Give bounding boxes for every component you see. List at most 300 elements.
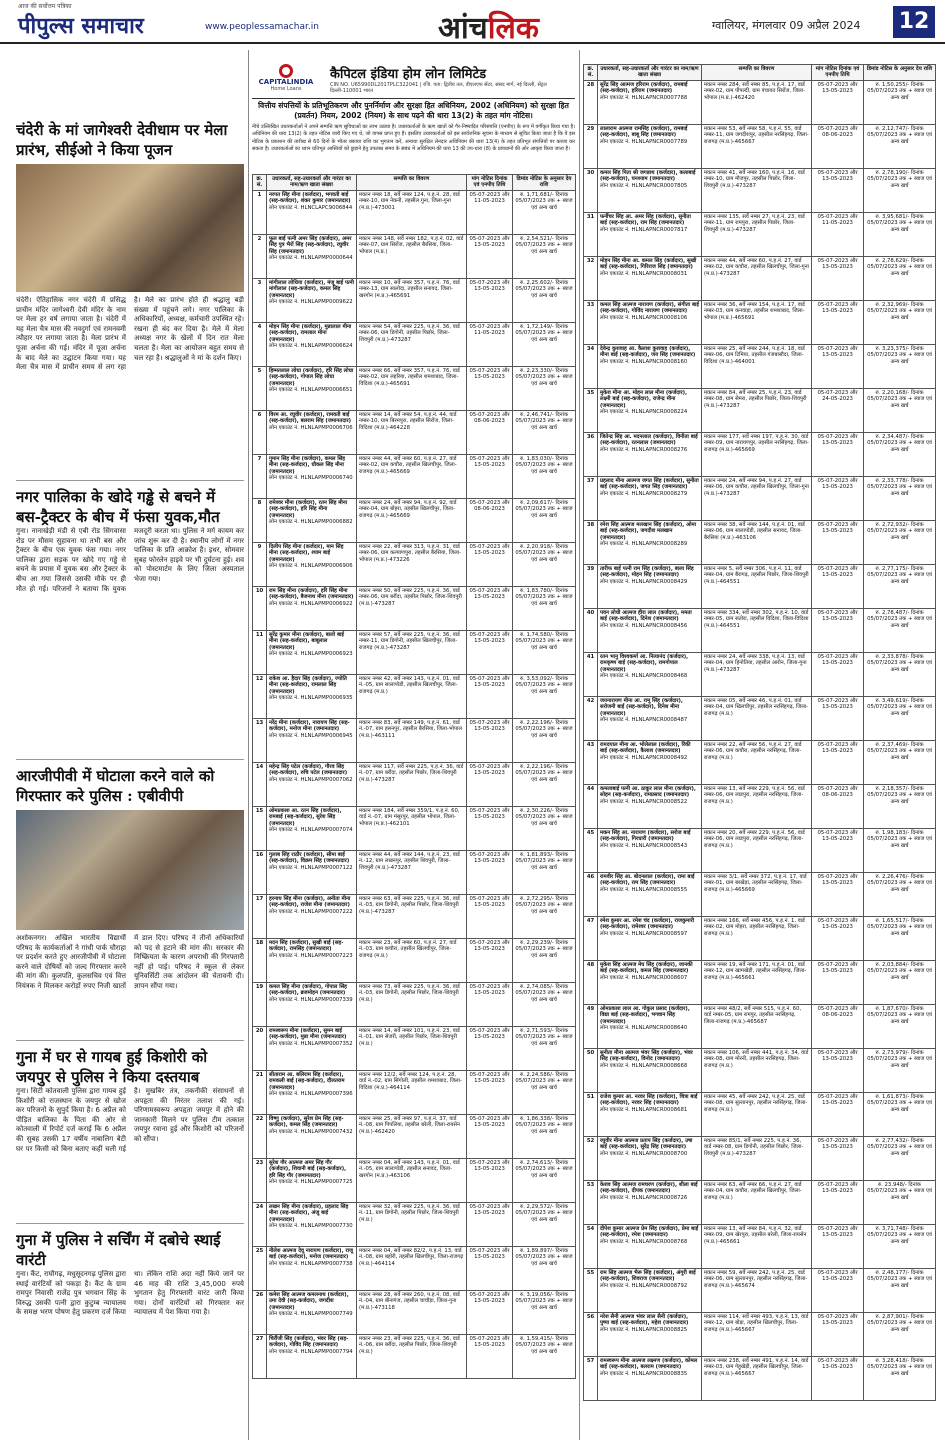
- property-cell: मकान नम्बर 36, सर्वे नम्बर 154, प.ह.नं. 17, वार्ड नम्बर-03, ग्राम कनवाड़ा, तहसील शमशाबाद, जिला-भोपाल (म.प्र.)-465691: [702, 300, 812, 344]
- col-header-no: क्र. सं.: [584, 65, 598, 81]
- property-cell: मकान नम्बर 32, सर्वे नम्बर 225, प.ह.नं. 36, वार्ड नं.-11, ग्राम डिगोनी, तहसील पिछोर, जिला-शिवपुरी (म.प्र.): [357, 1202, 467, 1246]
- notice-title: कैपिटल इंडिया होम लोन लिमिटेड: [330, 67, 487, 82]
- row-number: 54: [584, 1224, 598, 1268]
- property-cell: मकान नम्बर 23, सर्वे नम्बर 60, प.ह.नं. 27, वार्ड नं.-03, ग्राम कचौरा, तहसील खिलचीपुर, जिला-राजगढ़ (म.प्र.): [357, 938, 467, 982]
- notice-date-cell: 05-07-2023 और 13-05-2023: [467, 1246, 513, 1290]
- row-number: 40: [584, 608, 598, 652]
- row-number: 29: [584, 124, 598, 168]
- row-number: 36: [584, 432, 598, 476]
- amount-cell: रु. 2,77,175/- दिनांक 05/07/2023 तक + ब्याज एवं अन्य खर्च: [864, 564, 936, 608]
- notice-date-cell: 05-07-2023 और 13-05-2023: [812, 256, 864, 300]
- borrower-name: तारीफ बाई पत्नी राम सिंह (कर्जदार), बाला सिंह (सह-कर्जदार), मोहन सिंह (जमानतदार): [600, 565, 694, 579]
- property-cell: मकान नम्बर 117, सर्वे नम्बर 225, प.ह.नं. 36, वार्ड नं.-07, ग्राम बरौंदा, तहसील पिछोर, जिला-शिवपुरी (म.प्र.)-473287: [357, 762, 467, 806]
- property-cell: मकान नम्बर 334, सर्वे नम्बर 302, प.ह.नं. 10, वार्ड नम्बर-05, ग्राम सतोरा, तहसील विदिशा, जिला-विदिशा (म.प्र.)-464551: [702, 608, 812, 652]
- borrower-name: रघुवीर मीना आत्मज प्रताप सिंह (कर्जदार), उषा बाई (सह-कर्जदार), सुरेंद्र सिंह (जमानतदार): [600, 1137, 693, 1151]
- borrower-name: राम सिंह आत्मज भैरू सिंह (कर्जदार), अंगूरी बाई (सह-कर्जदार), शिवराज (जमानतदार): [600, 1269, 696, 1283]
- loan-account: लोन एकाउंट नं. HLNLAPMP0007352: [269, 1040, 353, 1047]
- property-cell: मकान नम्बर 84, सर्वे नम्बर 25, प.ह.नं. 23, वार्ड नम्बर-08, ग्राम सेमरा, तहसील पिछोर, जिला-शिवपुरी (म.प्र.)-473287: [702, 388, 812, 432]
- property-cell: मकान नम्बर 24, सर्वे नम्बर 338, प.ह.नं. 13, वार्ड नम्बर-04, ग्राम हिनोतिया, तहसील आरोन, जिला-गुना (म.प्र.)-473287: [702, 652, 812, 696]
- borrower-cell: [598, 1180, 702, 1224]
- borrower-cell: [598, 652, 702, 696]
- notice-date-cell: 05-07-2023 और 13-05-2023: [467, 762, 513, 806]
- row-number: 5: [253, 366, 267, 410]
- loan-account: लोन एकाउंट नं. HLNLAPMP0007725: [269, 1179, 353, 1186]
- story-body: चंदेरी। ऐतिहासिक नगर चंदेरी में प्रसिद्ध प्राचीन मंदिर जागेश्वरी देवी मंदिर के नाम पर मेला हर वर्ष लगाया जाता है। चंदेरी में यह मेला चैत्र मास की नवदुर्गा एवं रामनवमी त्यौहार पर लगाया जाता है। मेला प्रारंभ में पूजा अर्चना की गई। मंदिर में पूजा अर्चना के बाद मेले का उद्घाटन किया गया। यह मेला चैत्र मास में प्राचीन समय से लग रहा है। मेले का प्रारंभ होते ही श्रद्धालु बड़ी संख्या में पहुंचने लगे। नगर पालिका के अधिकारियों, अध्यक्ष, कर्मचारी उपस्थित रहे। रखना ही बंद कर दिया है। मेले में मेला अध्यक्ष नगर के खेलों में दिन रात मेला चलता है। मेला का आयोजन बहुत समय से चल रहा है। श्रद्धालुओं ने मां के दर्शन किए।: [16, 296, 244, 372]
- borrower-cell: [598, 344, 702, 388]
- borrower-name: जितेन्द्र सिंह आ. मदनलाल (कर्जदार), विनीता बाई (सह-कर्जदार), रतनलाल (जमानतदार): [600, 433, 698, 447]
- loan-account: लोन एकाउंट नं. HLNLAPMP0007074: [269, 827, 353, 834]
- col-header-property: सम्पत्ति का विवरण: [357, 175, 467, 191]
- loan-account: लोन एकाउंट नं. HLNLAPNCR0008607: [600, 974, 688, 981]
- amount-cell: रु. 2,22,196/- दिनांक 05/07/2023 तक + ब्याज एवं अन्य खर्च: [513, 718, 576, 762]
- table-row: [584, 256, 936, 300]
- loan-account: लोन एकाउंट नं. HLNLAPMP0006651: [269, 387, 353, 394]
- news-story: [16, 120, 244, 481]
- table-row: [253, 1158, 576, 1202]
- notice-date-cell: 05-07-2023 और 13-05-2023: [812, 432, 864, 476]
- row-number: 34: [584, 344, 598, 388]
- newspaper-url[interactable]: www.peoplessamachar.in: [205, 22, 319, 32]
- property-cell: मकान नम्बर 10, सर्वे नम्बर 357, प.ह.नं. 76, वार्ड नम्बर-13, ग्राम सालोदा, तहसील सनावद, जिला-खरगोन (म.प्र.)-465691: [357, 278, 467, 322]
- amount-cell: रु. 1,72,149/- दिनांक 05/07/2023 तक + ब्याज एवं अन्य खर्च: [513, 322, 576, 366]
- property-cell: मकान नम्बर 66, सर्वे नम्बर 357, प.ह.नं. 76, वार्ड नम्बर-02, ग्राम लहरिया, तहसील शमशाबाद, जिला-विदिशा (म.प्र.)-465691: [357, 366, 467, 410]
- notice-date-cell: 05-07-2023 और 13-05-2023: [812, 740, 864, 784]
- property-cell: मकान नम्बर 5, सर्वे नम्बर 306, प.ह.नं. 11, वार्ड नम्बर-04, ग्राम बैरागढ़, तहसील पिछोर, जिला-शिवपुरी (म.प्र.)-464551: [702, 564, 812, 608]
- borrower-name: दिलीप सिंह मीना (कर्जदार), मान सिंह मीना (सह-कर्जदार), श्याम बाई (जमानतदार): [269, 543, 344, 563]
- loan-account: लोन एकाउंट नं. HLNLAPMP0007432: [269, 1128, 353, 1135]
- property-cell: मकान नम्बर 3/1, सर्वे नम्बर 372, प.ह.नं. 17, वार्ड नम्बर-01, ग्राम बरखेड़ा, तहसील नरसिंहगढ़, जिला-राजगढ़ (म.प्र.)-465669: [702, 872, 812, 916]
- amount-cell: रु. 1,98,183/- दिनांक 05/07/2023 तक + ब्याज एवं अन्य खर्च: [864, 828, 936, 872]
- loan-account: लोन एकाउंट नं. HLNLAPMP0006740: [269, 475, 353, 482]
- borrower-cell: [267, 498, 357, 542]
- property-cell: मकान नम्बर 54, सर्वे नम्बर 225, प.ह.नं. 36, वार्ड नम्बर-06, ग्राम डिगोनी, तहसील पिछोर, जिला-शिवपुरी (म.प्र.)-473287: [357, 322, 467, 366]
- notice-date-cell: 05-07-2023 और 13-05-2023: [812, 1268, 864, 1312]
- property-cell: मकान नम्बर 106, सर्वे नम्बर 441, प.ह.नं. 34, वार्ड नम्बर-08, ग्राम मोरनी, तहसील नरसिंहगढ़, जिला-राजगढ़ (म.प्र.): [702, 1048, 812, 1092]
- loan-account: लोन एकाउंट नं. HLNLAPNCR0008289: [600, 541, 688, 548]
- notice-date-cell: 05-07-2023 और 13-05-2023: [467, 1026, 513, 1070]
- amount-cell: रु. 1,71,681/- दिनांक 05/07/2023 तक + ब्याज एवं अन्य खर्च: [513, 190, 576, 234]
- amount-cell: रु. 2,72,932/- दिनांक 05/07/2023 तक + ब्याज एवं अन्य खर्च: [864, 520, 936, 564]
- borrower-name: चिरौंजी सिंह (कर्जदार), भंवर सिंह (सह-कर्जदार), गोविंद सिंह (जमानतदार): [269, 1335, 349, 1349]
- table-row: [584, 1224, 936, 1268]
- story-body: गुना। सिटी कोतवाली पुलिस द्वारा गायब हुई किशोरी को राजस्थान के जयपुर से खोज कर परिजनों के सुपुर्द किया है। 6 अप्रैल को पीड़ित बालिका के पिता की ओर से कोतवाली में रिपोर्ट दर्ज कराई कि 6 अप्रैल की सुबह उसकी 17 वर्षीय नाबालिग बेटी घर पर किसी को बिना बताए कहीं चली गई है। मुखबिर तंत्र, तकनीकी संसाधनों से अपहृता की निरंतर तलाश की गई। परिणामस्वरूप अपहृता जयपुर में होने की जानकारी मिलने पर पुलिस टीम तत्काल जयपुर रवाना हुई और किशोरी को परिजनों को सौंपा।: [16, 1087, 244, 1153]
- borrower-name: कमल सिंह मीना (कर्जदार), गोपाल सिंह (सह-कर्जदार), ब्रजमोहन (जमानतदार): [269, 983, 347, 997]
- amount-cell: रु. 3,95,681/- दिनांक 05/07/2023 तक + ब्याज एवं अन्य खर्च: [864, 212, 936, 256]
- loan-account: लोन एकाउंट नं. HLNLAPNCR0008468: [600, 673, 688, 680]
- borrower-name: राकेश आ. हैदार सिंह (कर्जदार), ज्योति मीना (सह-कर्जदार), रामलाल सिंह (जमानतदार): [269, 675, 347, 695]
- notice-date-cell: 05-07-2023 और 13-05-2023: [467, 366, 513, 410]
- newspaper-logo: पीपुल्स समाचार: [18, 13, 144, 39]
- borrower-name: केशव सिंह आत्मज रामचरण (कर्जदार), शीला बाई (सह-कर्जदार), दीपक (जमानतदार): [600, 1181, 698, 1195]
- notice-date-cell: 05-07-2023 और 13-05-2023: [467, 1114, 513, 1158]
- borrower-cell: [598, 300, 702, 344]
- borrower-cell: [267, 454, 357, 498]
- borrower-cell: [598, 960, 702, 1004]
- borrower-cell: [267, 234, 357, 278]
- notice-date-cell: 05-07-2023 और 08-06-2023: [812, 124, 864, 168]
- property-cell: मकान नम्बर 19, सर्वे नम्बर 171, प.ह.नं. 01, वार्ड नम्बर-12, ग्राम खामखेड़ी, तहसील नरसिंहगढ़, जिला-राजगढ़ (म.प्र.)-465661: [702, 960, 812, 1004]
- row-number: 44: [584, 784, 598, 828]
- notice-date-cell: 05-07-2023 और 13-05-2023: [812, 168, 864, 212]
- loan-account: लोन एकाउंट नं. HLNLAPNCR0008522: [600, 798, 688, 805]
- notice-date-cell: 05-07-2023 और 13-05-2023: [467, 630, 513, 674]
- row-number: 48: [584, 960, 598, 1004]
- table-row: [253, 1246, 576, 1290]
- notice-date-cell: 05-07-2023 और 13-05-2023: [467, 1290, 513, 1334]
- row-number: 12: [253, 674, 267, 718]
- story-headline: गुना में घर से गायब हुई किशोरी को जयपुर से पुलिस ने किया दस्तयाब: [16, 1048, 208, 1086]
- loan-account: लोन एकाउंट नं. HLNLAPMP0006906: [269, 563, 353, 570]
- loan-account: लोन एकाउंट नं. HLNLAPNCR0007789: [600, 138, 688, 145]
- borrower-cell: [598, 1312, 702, 1356]
- notice-date-cell: 05-07-2023 और 13-05-2023: [812, 1092, 864, 1136]
- borrower-cell: [598, 520, 702, 564]
- borrower-cell: [598, 1356, 702, 1400]
- story-photo: [16, 164, 244, 292]
- table-row: [584, 652, 936, 696]
- row-number: 31: [584, 212, 598, 256]
- borrower-name: रामवीर सिंह आ. बोदनलाल (कर्जदार), रामा बाई (सह-कर्जदार), राम सिंह (जमानतदार): [600, 873, 695, 887]
- table-row: [584, 124, 936, 168]
- row-number: 11: [253, 630, 267, 674]
- row-number: 33: [584, 300, 598, 344]
- borrower-name: हिम्मतलाल लोधा (कर्जदार), हरि सिंह लोधा (सह-कर्जदार), गोपाल सिंह लोधा (जमानतदार): [269, 367, 354, 387]
- borrower-name: मोहन सिंह मीना आ. कमल सिंह (कर्जदार), सुखी बाई (सह-कर्जदार), गिरिराज सिंह (जमानतदार): [600, 257, 697, 271]
- borrower-name: कमलाबाई पत्नी आ. ठाकुर लाल मीना (कर्जदार), सोहन (सह-कर्जदार), रामप्रसाद (जमानतदार): [600, 785, 696, 799]
- notice-date-cell: 05-07-2023 और 08-06-2023: [467, 410, 513, 454]
- loan-account: लोन एकाउंट नं. HLNLAPNCR0008835: [600, 1370, 688, 1377]
- loan-account: लोन एकाउंट नं. HLNLAPNCR0008487: [600, 717, 688, 724]
- loan-account: लोन एकाउंट नं. HLNLAPMP0007222: [269, 908, 353, 915]
- borrower-cell: [267, 938, 357, 982]
- notice-date-cell: 05-07-2023 और 13-05-2023: [812, 1224, 864, 1268]
- borrower-name: नरपत सिंह मीना (कर्जदार), भगवती बाई (सह-कर्जदार), शंकर कुमार (जमानतदार): [269, 191, 351, 205]
- notice-date-cell: 05-07-2023 और 13-05-2023: [812, 960, 864, 1004]
- news-story: [16, 487, 244, 760]
- borrower-name: दीपेश कुमार आत्मज प्रेम सिंह (कर्जदार), प्रेमा बाई (सह-कर्जदार), रमेश (जमानतदार): [600, 1225, 699, 1239]
- loan-account: लोन एकाउंट नं. HLNLAPMP0006624: [269, 343, 353, 350]
- row-number: 55: [584, 1268, 598, 1312]
- amount-cell: रु. 2,23,330/- दिनांक 05/07/2023 तक + ब्याज एवं अन्य खर्च: [513, 366, 576, 410]
- notice-date-cell: 05-07-2023 और 13-05-2023: [467, 674, 513, 718]
- notice-date-cell: 05-07-2023 और 13-05-2023: [812, 828, 864, 872]
- amount-cell: रु. 2,73,979/- दिनांक 05/07/2023 तक + ब्याज एवं अन्य खर्च: [864, 1048, 936, 1092]
- loan-account: लोन एकाउंट नं. HLNLAPMP0007749: [269, 1311, 353, 1318]
- amount-cell: रु. 1,89,897/- दिनांक 05/07/2023 तक + ब्याज एवं अन्य खर्च: [513, 1246, 576, 1290]
- amount-cell: रु. 3,49,619/- दिनांक 05/07/2023 तक + ब्याज एवं अन्य खर्च: [864, 696, 936, 740]
- loan-account: लोन एकाउंट नं. HLNLAPNCR0008792: [600, 1282, 688, 1289]
- row-number: 17: [253, 894, 267, 938]
- loan-account: लोन एकाउंट नं. HLNLAPNCR0008429: [600, 578, 688, 585]
- borrower-cell: [598, 212, 702, 256]
- loan-account: लोन एकाउंट नं. HLNLAPNCR0008726: [600, 1194, 688, 1201]
- property-cell: मकान नम्बर 148, सर्वे नम्बर 182, प.ह.नं. 02, वार्ड नम्बर-07, ग्राम सिरोंज, तहसील बैरसिया, जिला-भोपाल (म.प्र.): [357, 234, 467, 278]
- amount-cell: रु. 2,33,878/- दिनांक 05/07/2023 तक + ब्याज एवं अन्य खर्च: [864, 652, 936, 696]
- borrower-cell: [598, 1136, 702, 1180]
- borrower-name: रामदयाल मीना आ. भोलेलाल (कर्जदार), रिंकी बाई (सह-कर्जदार), कैलाश (जमानतदार): [600, 741, 691, 755]
- property-cell: मकान नम्बर 14, सर्वे नम्बर 54, प.ह.नं. 44, वार्ड नम्बर-10, ग्राम बिरमपुरा, तहसील सिरोंज, जिला-विदिशा (म.प्र.)-464228: [357, 410, 467, 454]
- amount-cell: रु. 2,74,085/- दिनांक 05/07/2023 तक + ब्याज एवं अन्य खर्च: [513, 982, 576, 1026]
- loan-account: लोन एकाउंट नं. HLNLAPMP0007122: [269, 864, 353, 871]
- property-cell: मकान नम्बर 114, सर्वे नम्बर 493, प.ह.नं. 13, वार्ड नम्बर-12, ग्राम बोड़ा, तहसील खिलचीपुर, जिला-राजगढ़ (म.प्र.)-465667: [702, 1312, 812, 1356]
- loan-account: लोन एकाउंट नं. HLNLAPNCR0008492: [600, 754, 688, 761]
- notice-date-cell: 05-07-2023 और 13-05-2023: [812, 80, 864, 124]
- loan-account: लोन एकाउंट नं. HLNLAPNCR0008279: [600, 490, 688, 497]
- loan-account: लोन एकाउंट नं. HLNLAPMP0006922: [269, 600, 353, 607]
- loan-account: लोन एकाउंट नं. HLNLAPMP0007339: [269, 996, 353, 1003]
- table-header-row: [253, 175, 576, 191]
- row-number: 43: [584, 740, 598, 784]
- loan-account: लोन एकाउंट नं. HLNLAPNCR0008456: [600, 622, 688, 629]
- table-row: [253, 1114, 576, 1158]
- borrower-cell: [598, 784, 702, 828]
- row-number: 47: [584, 916, 598, 960]
- borrower-cell: [598, 1004, 702, 1048]
- borrower-cell: [598, 828, 702, 872]
- loan-account: लोन एकाउंट नं. HLNLAPNCR0007805: [600, 182, 688, 189]
- row-number: 53: [584, 1180, 598, 1224]
- loan-account: लोन एकाउंट नं. HLNLAPMP0007738: [269, 1260, 353, 1267]
- borrower-name: सुरेश गौर आत्मज अमर सिंह गौर (कर्जदार), शिवानी बाई (सह-कर्जदार), हरि सिंह गौर (जमानतदार): [269, 1159, 347, 1179]
- row-number: 52: [584, 1136, 598, 1180]
- property-cell: मकान नम्बर 22, सर्वे नम्बर 56, प.ह.नं. 27, वार्ड नम्बर-06, ग्राम कचौरा, तहसील नरसिंहगढ़, जिला-राजगढ़ (म.प्र.): [702, 740, 812, 784]
- amount-cell: रु. 2,03,884/- दिनांक 05/07/2023 तक + ब्याज एवं अन्य खर्च: [864, 960, 936, 1004]
- loan-account: लोन एकाउंट नं. HLNLAPMP0006935: [269, 695, 353, 702]
- borrower-name: मोहन सिंह मीना (कर्जदार), मुन्नालाल मीना (सह-कर्जदार), रामलाल मीना (जमानतदार): [269, 323, 352, 343]
- table-row: [253, 498, 576, 542]
- borrower-name: नरेश सैनी आत्मज भंवर लाल सैनी (कर्जदार), पुष्पा बाई (सह-कर्जदार), महेश (जमानतदार): [600, 1313, 689, 1327]
- table-row: [253, 850, 576, 894]
- notice-date-cell: 05-07-2023 और 13-05-2023: [812, 520, 864, 564]
- borrower-name: हरनाथ सिंह मीना (कर्जदार), अनीता मीना (सह-कर्जदार), राजेश मीना (जमानतदार): [269, 895, 351, 909]
- table-row: [584, 300, 936, 344]
- table-row: [253, 366, 576, 410]
- news-story: [16, 766, 244, 1041]
- notice-date-cell: 05-07-2023 और 13-05-2023: [467, 542, 513, 586]
- borrower-name: राजेश कुमार आ. नरवर सिंह (कर्जदार), चित्रा बाई (सह-कर्जदार), नरवर सिंह (जमानतदार): [600, 1093, 698, 1107]
- row-number: 27: [253, 1334, 267, 1378]
- borrower-name: रमेश कुमार आ. रमेश चंद (कर्जदार), राजकुमारी (सह-कर्जदार), रामेश्वर (जमानतदार): [600, 917, 695, 931]
- amount-cell: रु. 3,53,092/- दिनांक 05/07/2023 तक + ब्याज एवं अन्य खर्च: [513, 674, 576, 718]
- news-story: [16, 1230, 244, 1440]
- notice-date-cell: 05-07-2023 और 13-05-2023: [467, 982, 513, 1026]
- amount-cell: रु. 1,74,580/- दिनांक 05/07/2023 तक + ब्याज एवं अन्य खर्च: [513, 630, 576, 674]
- borrower-cell: [267, 982, 357, 1026]
- property-cell: मकान नम्बर 45, सर्वे नम्बर 242, प.ह.नं. 25, वार्ड नम्बर-08, ग्राम सुल्तानपुर, तहसील नरसिंहगढ़, जिला-राजगढ़ (म.प्र.): [702, 1092, 812, 1136]
- row-number: 10: [253, 586, 267, 630]
- borrower-cell: [267, 542, 357, 586]
- borrower-name: रामेश्वर मीना (कर्जदार), रतन सिंह मीना (सह-कर्जदार), हरि सिंह मीना (जमानतदार): [269, 499, 348, 519]
- borrower-name: गुमान सिंह मीना (कर्जदार), कमल सिंह मीना (सह-कर्जदार), धौकल सिंह मीना (जमानतदार): [269, 455, 346, 475]
- loan-account: लोन एकाउंट नं. HLNLAPMP0007396: [269, 1091, 353, 1098]
- table-row: [584, 696, 936, 740]
- loan-account: लोन एकाउंट नं. HLNLAPNCR0008768: [600, 1238, 688, 1245]
- property-cell: मकान नम्बर 83, सर्वे नम्बर 149, प.ह.नं. 61, वार्ड नं.-07, ग्राम हसनपुर, तहसील बैरसिया, जिला-भोपाल (म.प्र.)-463111: [357, 718, 467, 762]
- property-cell: मकान नम्बर 57, सर्वे नम्बर 225, प.ह.नं. 36, वार्ड नम्बर-11, ग्राम डिगोनी, तहसील खिलचीपुर, जिला-राजगढ़ (म.प्र.)-473287: [357, 630, 467, 674]
- property-cell: मकान नम्बर 13, सर्वे नम्बर 84, प.ह.नं. 32, वार्ड नम्बर-09, ग्राम खेरपुरा, तहसील बरेली, जिला-रायसेन (म.प्र.)-465661: [702, 1224, 812, 1268]
- notice-date-cell: 05-07-2023 और 13-05-2023: [467, 718, 513, 762]
- property-cell: मकान नम्बर 44, सर्वे नम्बर 60, प.ह.नं. 27, वार्ड नम्बर-02, ग्राम कचौरा, तहसील खिलचीपुर, जिला-गुना (म.प्र.)-473287: [702, 256, 812, 300]
- borrower-name: विष्णु (कर्जदार), सुरेश प्रेम सिंह (सह-कर्जदार), कमल सिंह (जमानतदार): [269, 1115, 344, 1129]
- notice-intro: नीचे उल्लिखित उधारकर्ताओं ने अपने सम्पत्ति ऋण सुविधाओं का लाभ उठाया है। उधारकर्ताओं के ऋण खातों को गैर-निष्पादित परिसंपत्ति (एनपीए) के रूप में वर्गीकृत किया गया है। अधिनियम की धारा 13(2) के तहत नोटिस जारी किए गए थे, जो वापस प्राप्त हुए हैं। इसलिए उधारकर्ताओं को इस सार्वजनिक सूचना के माध्यम से सूचित किया जाता है कि वे इस नोटिस के प्रकाशन की तारीख से 60 दिनों के भीतर बकाया राशि का भुगतान करें, अन्यथा सुरक्षित लेनदार अधिनियम की धारा 13(4) के तहत प्रतिभूत संपत्तियों पर कब्जा कर सकता है। उधारकर्ताओं का ध्यान प्रतिभूत आस्तियों को छुड़ाने हेतु उपलब्ध समय के संबंध में अधिनियम की धारा 13 की उप-धारा (8) के प्रावधानों की ओर आकृष्ट किया जाता है।: [252, 124, 575, 153]
- borrower-name: रामस्वरूप मीना आत्मज लक्ष्मण (कर्जदार), कोमल बाई (सह-कर्जदार), बलराम (जमानतदार): [600, 1357, 698, 1371]
- table-row: [253, 938, 576, 982]
- table-row: [253, 234, 576, 278]
- loan-account: लोन एकाउंट नं. HLNLAPMP0006882: [269, 519, 353, 526]
- borrower-name: प्रहलाद मीना आत्मज जगत सिंह (कर्जदार), सुनीता बाई (सह-कर्जदार), जगत सिंह (जमानतदार): [600, 477, 699, 491]
- amount-cell: रु. 2,77,432/- दिनांक 05/07/2023 तक + ब्याज एवं अन्य खर्च: [864, 1136, 936, 1180]
- borrower-name: ओमप्रकाश आ. रतन सिंह (कर्जदार), रामबाई (सह-कर्जदार), सुरेश सिंह (जमानतदार): [269, 807, 342, 827]
- row-number: 4: [253, 322, 267, 366]
- property-cell: मकान नम्बर 44, सर्वे नम्बर 60, प.ह.नं. 27, वार्ड नम्बर-02, ग्राम कचौरा, तहसील खिलचीपुर, जिला-राजगढ़ (म.प्र.)-465669: [357, 454, 467, 498]
- amount-cell: रु. 2,46,741/- दिनांक 05/07/2023 तक + ब्याज एवं अन्य खर्च: [513, 410, 576, 454]
- table-row: [584, 872, 936, 916]
- borrower-cell: [267, 1290, 357, 1334]
- notice-date-cell: 05-07-2023 और 08-06-2023: [812, 784, 864, 828]
- table-row: [584, 960, 936, 1004]
- row-number: 28: [584, 80, 598, 124]
- property-cell: मकान नम्बर 28, सर्वे नम्बर 260, प.ह.नं. 08, वार्ड नं.-04, ग्राम बीनागंज, तहसील चाचौड़ा, जिला-गुना (म.प्र.)-473118: [357, 1290, 467, 1334]
- story-headline: आरजीपीवी में घोटाला करने वाले को गिरफ्तार करे पुलिस : एबीवीपी: [16, 767, 215, 805]
- loan-account: लोन एकाउंट नं. HLNLAPMP0000644: [269, 255, 353, 262]
- row-number: 51: [584, 1092, 598, 1136]
- section-title-part2: लिक: [487, 11, 539, 46]
- row-number: 20: [253, 1026, 267, 1070]
- property-cell: मकान नम्बर 04, सर्वे नम्बर 143, प.ह.नं. 01, वार्ड नं.-05, ग्राम सालापोडी, तहसील सनावद, जिला-खरगोन (म.प्र.)-463106: [357, 1158, 467, 1202]
- loan-account: लोन एकाउंट नं. HLNLAPNCR0008276: [600, 446, 688, 453]
- table-row: [584, 740, 936, 784]
- col-header-no: क्र. सं.: [253, 175, 267, 191]
- borrower-name: नीलेश आत्मज देवू नारायण (कर्जदार), राजू बाई (सह-कर्जदार), मनोज (जमानतदार): [269, 1247, 353, 1261]
- borrower-cell: [598, 476, 702, 520]
- loan-account: लोन एकाउंट नं. HLNLAPNCR0007788: [600, 94, 688, 101]
- amount-cell: रु. 2,32,969/- दिनांक 05/07/2023 तक + ब्याज एवं अन्य खर्च: [864, 300, 936, 344]
- table-row: [584, 432, 936, 476]
- amount-cell: रु. 3,19,056/- दिनांक 05/07/2023 तक + ब्याज एवं अन्य खर्च: [513, 1290, 576, 1334]
- loan-account: लोन एकाउंट नं. HLNLAPNCR0008106: [600, 314, 688, 321]
- property-cell: मकान नम्बर 13, सर्वे नम्बर 229, प.ह.नं. 56, वार्ड नम्बर-06, ग्राम लाडपुरा, तहसील नरसिंहगढ़, जिला-राजगढ़ (म.प्र.): [702, 784, 812, 828]
- table-row: [253, 718, 576, 762]
- amount-cell: रु. 1,81,893/- दिनांक 05/07/2023 तक + ब्याज एवं अन्य खर्च: [513, 850, 576, 894]
- table-row: [584, 80, 936, 124]
- amount-cell: रु. 1,65,517/- दिनांक 05/07/2023 तक + ब्याज एवं अन्य खर्च: [864, 916, 936, 960]
- notice-date-cell: 05-07-2023 और 13-05-2023: [467, 894, 513, 938]
- property-cell: मकान नम्बर 53, सर्वे नम्बर 58, प.ह.नं. 55, वार्ड नम्बर-11, ग्राम जगदीशपुर, तहसील नरसिंहगढ़, जिला-राजगढ़ (म.प्र.)-465667: [702, 124, 812, 168]
- notice-address: CIN NO. U65990DL2017PLC322041 | रजि. पता: द्वितीय तल, डीएलएफ सेंटर, संसद मार्ग, नई दिल्ली, सेंट्रल दिल्ली-110001 भारत: [330, 82, 547, 94]
- notice-date-cell: 05-07-2023 और 13-05-2023: [812, 696, 864, 740]
- borrower-cell: [267, 894, 357, 938]
- table-row: [584, 828, 936, 872]
- loan-account: लोन एकाउंट नं. HLNLAPNCR0008681: [600, 1106, 688, 1113]
- borrower-name: ओमप्रकाश लाल आ. गोकुल प्रसाद (कर्जदार), विद्या बाई (सह-कर्जदार), भगवान सिंह (जमानतदार): [600, 1005, 690, 1025]
- table-row: [584, 212, 936, 256]
- property-cell: मकान नम्बर 166, सर्वे नम्बर 456, प.ह.नं. 1, वार्ड नम्बर-02, ग्राम मोहरा, तहसील नरसिंहगढ़, जिला-राजगढ़ (म.प्र.): [702, 916, 812, 960]
- borrower-name: महेन्द्र सिंह पटेल (कर्जदार), गौरव सिंह (सह-कर्जदार), रुचि पटेल (जमानतदार): [269, 763, 348, 777]
- borrower-cell: [267, 1246, 357, 1290]
- table-row: [253, 586, 576, 630]
- masthead-tagline: आज की सर्वोत्तम पत्रिका: [18, 3, 72, 10]
- borrower-cell: [598, 564, 702, 608]
- property-cell: मकान नम्बर 63, सर्वे नम्बर 225, प.ह.नं. 36, वार्ड नं.-03, ग्राम डिगोनी, तहसील पिछोर, जिला-शिवपुरी (म.प्र.)-473287: [357, 894, 467, 938]
- row-number: 23: [253, 1158, 267, 1202]
- borrower-cell: [267, 322, 357, 366]
- notice-date-cell: 05-07-2023 और 13-05-2023: [812, 872, 864, 916]
- property-cell: मकान नम्बर 23, सर्वे नम्बर 225, प.ह.नं. 36, वार्ड नं.-06, ग्राम बरौंदा, तहसील पिछोर, जिला-शिवपुरी (म.प्र.): [357, 1334, 467, 1378]
- amount-cell: रु. 2,12,747/- दिनांक 05/07/2023 तक + ब्याज एवं अन्य खर्च: [864, 124, 936, 168]
- property-cell: मकान नम्बर 44, सर्वे नम्बर 144, प.ह.नं. 23, वार्ड नं.-12, ग्राम लखनपुर, तहसील शिवपुरी, जिला-शिवपुरी (म.प्र.)-473287: [357, 850, 467, 894]
- property-cell: मकान नम्बर 24, सर्वे नम्बर 94, प.ह.नं. 92, वार्ड नम्बर-04, ग्राम बोहरा, तहसील खिलचीपुर, जिला-राजगढ़ (म.प्र.)-465669: [357, 498, 467, 542]
- notice-date-cell: 05-07-2023 और 13-05-2023: [467, 1070, 513, 1114]
- row-number: 8: [253, 498, 267, 542]
- row-number: 18: [253, 938, 267, 982]
- loan-account: लोन एकाउंट नं. HLNLAPNCR0008640: [600, 1025, 688, 1032]
- amount-cell: रु. 2,37,469/- दिनांक 05/07/2023 तक + ब्याज एवं अन्य खर्च: [864, 740, 936, 784]
- borrower-name: मकन सिंह आ. नारायण (कर्जदार), सरोज बाई (सह-कर्जदार), गिरधारी (जमानतदार): [600, 829, 691, 843]
- table-row: [584, 1136, 936, 1180]
- borrower-cell: [598, 432, 702, 476]
- col-header-date: मांग नोटिस दिनांक एवं एनपीए तिथि: [812, 65, 864, 81]
- notice-subtitle: वित्तीय संपत्तियों के प्रतिभूतिकरण और पुनर्निर्माण और सुरक्षा हित अधिनियम, 2002 (अधिनियम) को सुरक्षा हित (प्रवर्तन) नियम, 2002 (नियम) के साथ पढ़ने की धारा 13(2) के तहत मांग नोटिस।: [252, 98, 575, 121]
- property-cell: मकान नम्बर 25, सर्वे नम्बर 244, प.ह.नं. 18, वार्ड नम्बर-06, ग्राम टिमिया, तहसील गंजबासौदा, जिला-विदिशा (म.प्र.)-464001: [702, 344, 812, 388]
- notice-date-cell: 05-07-2023 और 13-05-2023: [467, 850, 513, 894]
- borrower-cell: [598, 608, 702, 652]
- row-number: 50: [584, 1048, 598, 1092]
- amount-cell: रु. 2,78,629/- दिनांक 05/07/2023 तक + ब्याज एवं अन्य खर्च: [864, 256, 936, 300]
- row-number: 16: [253, 850, 267, 894]
- notice-date-cell: 05-07-2023 और 11-05-2023: [467, 190, 513, 234]
- section-title: [438, 6, 539, 47]
- borrower-cell: [598, 1224, 702, 1268]
- story-headline: चंदेरी के मां जागेश्वरी देवीधाम पर मेला प्रारंभ, सीईओ ने किया पूजन: [16, 121, 228, 159]
- loan-account: लोन एकाउंट नं. HLNCLAPC9006844: [269, 204, 353, 211]
- borrower-cell: [598, 1268, 702, 1312]
- amount-cell: रु. 3,28,418/- दिनांक 05/07/2023 तक + ब्याज एवं अन्य खर्च: [864, 1356, 936, 1400]
- borrower-name: मदन सिंह (कर्जदार), सुखी बाई (सह-कर्जदार), रामसिंह (जमानतदार): [269, 939, 344, 953]
- row-number: 37: [584, 476, 598, 520]
- amount-cell: रु. 1,87,670/- दिनांक 05/07/2023 तक + ब्याज एवं अन्य खर्च: [864, 1004, 936, 1048]
- story-headline: गुना में पुलिस ने सर्चिंग में दबोचे स्थाई वारंटी: [16, 1231, 221, 1269]
- row-number: 38: [584, 520, 598, 564]
- notice-date-cell: 05-07-2023 और 13-05-2023: [467, 938, 513, 982]
- amount-cell: रु. 2,72,295/- दिनांक 05/07/2023 तक + ब्याज एवं अन्य खर्च: [513, 894, 576, 938]
- amount-cell: रु. 1,86,338/- दिनांक 05/07/2023 तक + ब्याज एवं अन्य खर्च: [513, 1114, 576, 1158]
- notice-date-cell: 05-07-2023 और 08-06-2023: [812, 1004, 864, 1048]
- row-number: 22: [253, 1114, 267, 1158]
- notice-date-cell: 05-07-2023 और 13-05-2023: [812, 344, 864, 388]
- notice-date-cell: 05-07-2023 और 13-05-2023: [812, 1356, 864, 1400]
- borrower-cell: [598, 1092, 702, 1136]
- row-number: 3: [253, 278, 267, 322]
- amount-cell: रु. 2,71,593/- दिनांक 05/07/2023 तक + ब्याज एवं अन्य खर्च: [513, 1026, 576, 1070]
- table-row: [253, 1290, 576, 1334]
- notice-date-cell: 05-07-2023 और 13-05-2023: [812, 1048, 864, 1092]
- property-cell: मकान नम्बर 42, सर्वे नम्बर 143, प.ह.नं. 01, वार्ड नं.-05, ग्राम सालापोडी, तहसील खिलचीपुर, जिला-राजगढ़ (म.प्र.): [357, 674, 467, 718]
- property-cell: मकान नम्बर 14, सर्वे नम्बर 101, प.ह.नं. 23, वार्ड नं.-01, ग्राम सेजरी, तहसील पिछोर, जिला-शिवपुरी (म.प्र.): [357, 1026, 467, 1070]
- row-number: 25: [253, 1246, 267, 1290]
- amount-cell: रु. 23,948/- दिनांक 05/07/2023 तक + ब्याज एवं अन्य खर्च: [864, 1180, 936, 1224]
- table-row: [253, 454, 576, 498]
- table-row: [584, 916, 936, 960]
- notice-date-cell: 05-07-2023 और 13-05-2023: [812, 564, 864, 608]
- borrower-cell: [267, 410, 357, 454]
- row-number: 35: [584, 388, 598, 432]
- row-number: 32: [584, 256, 598, 300]
- borrower-name: जयनारायण मीना आ. रामू सिंह (कर्जदार), सरोजनी बाई (सह-कर्जदार), दिनेश मीना (जमानतदार): [600, 697, 683, 717]
- story-headline: नगर पालिका के खोदे गड्ढे से बचने में बस-ट्रैक्टर के बीच में फंसा युवक,मौत: [16, 488, 220, 526]
- amount-cell: रु. 2,33,778/- दिनांक 05/07/2023 तक + ब्याज एवं अन्य खर्च: [864, 476, 936, 520]
- amount-cell: रु. 2,25,602/- दिनांक 05/07/2023 तक + ब्याज एवं अन्य खर्च: [513, 278, 576, 322]
- notice-date-cell: 05-07-2023 और 13-05-2023: [812, 1180, 864, 1224]
